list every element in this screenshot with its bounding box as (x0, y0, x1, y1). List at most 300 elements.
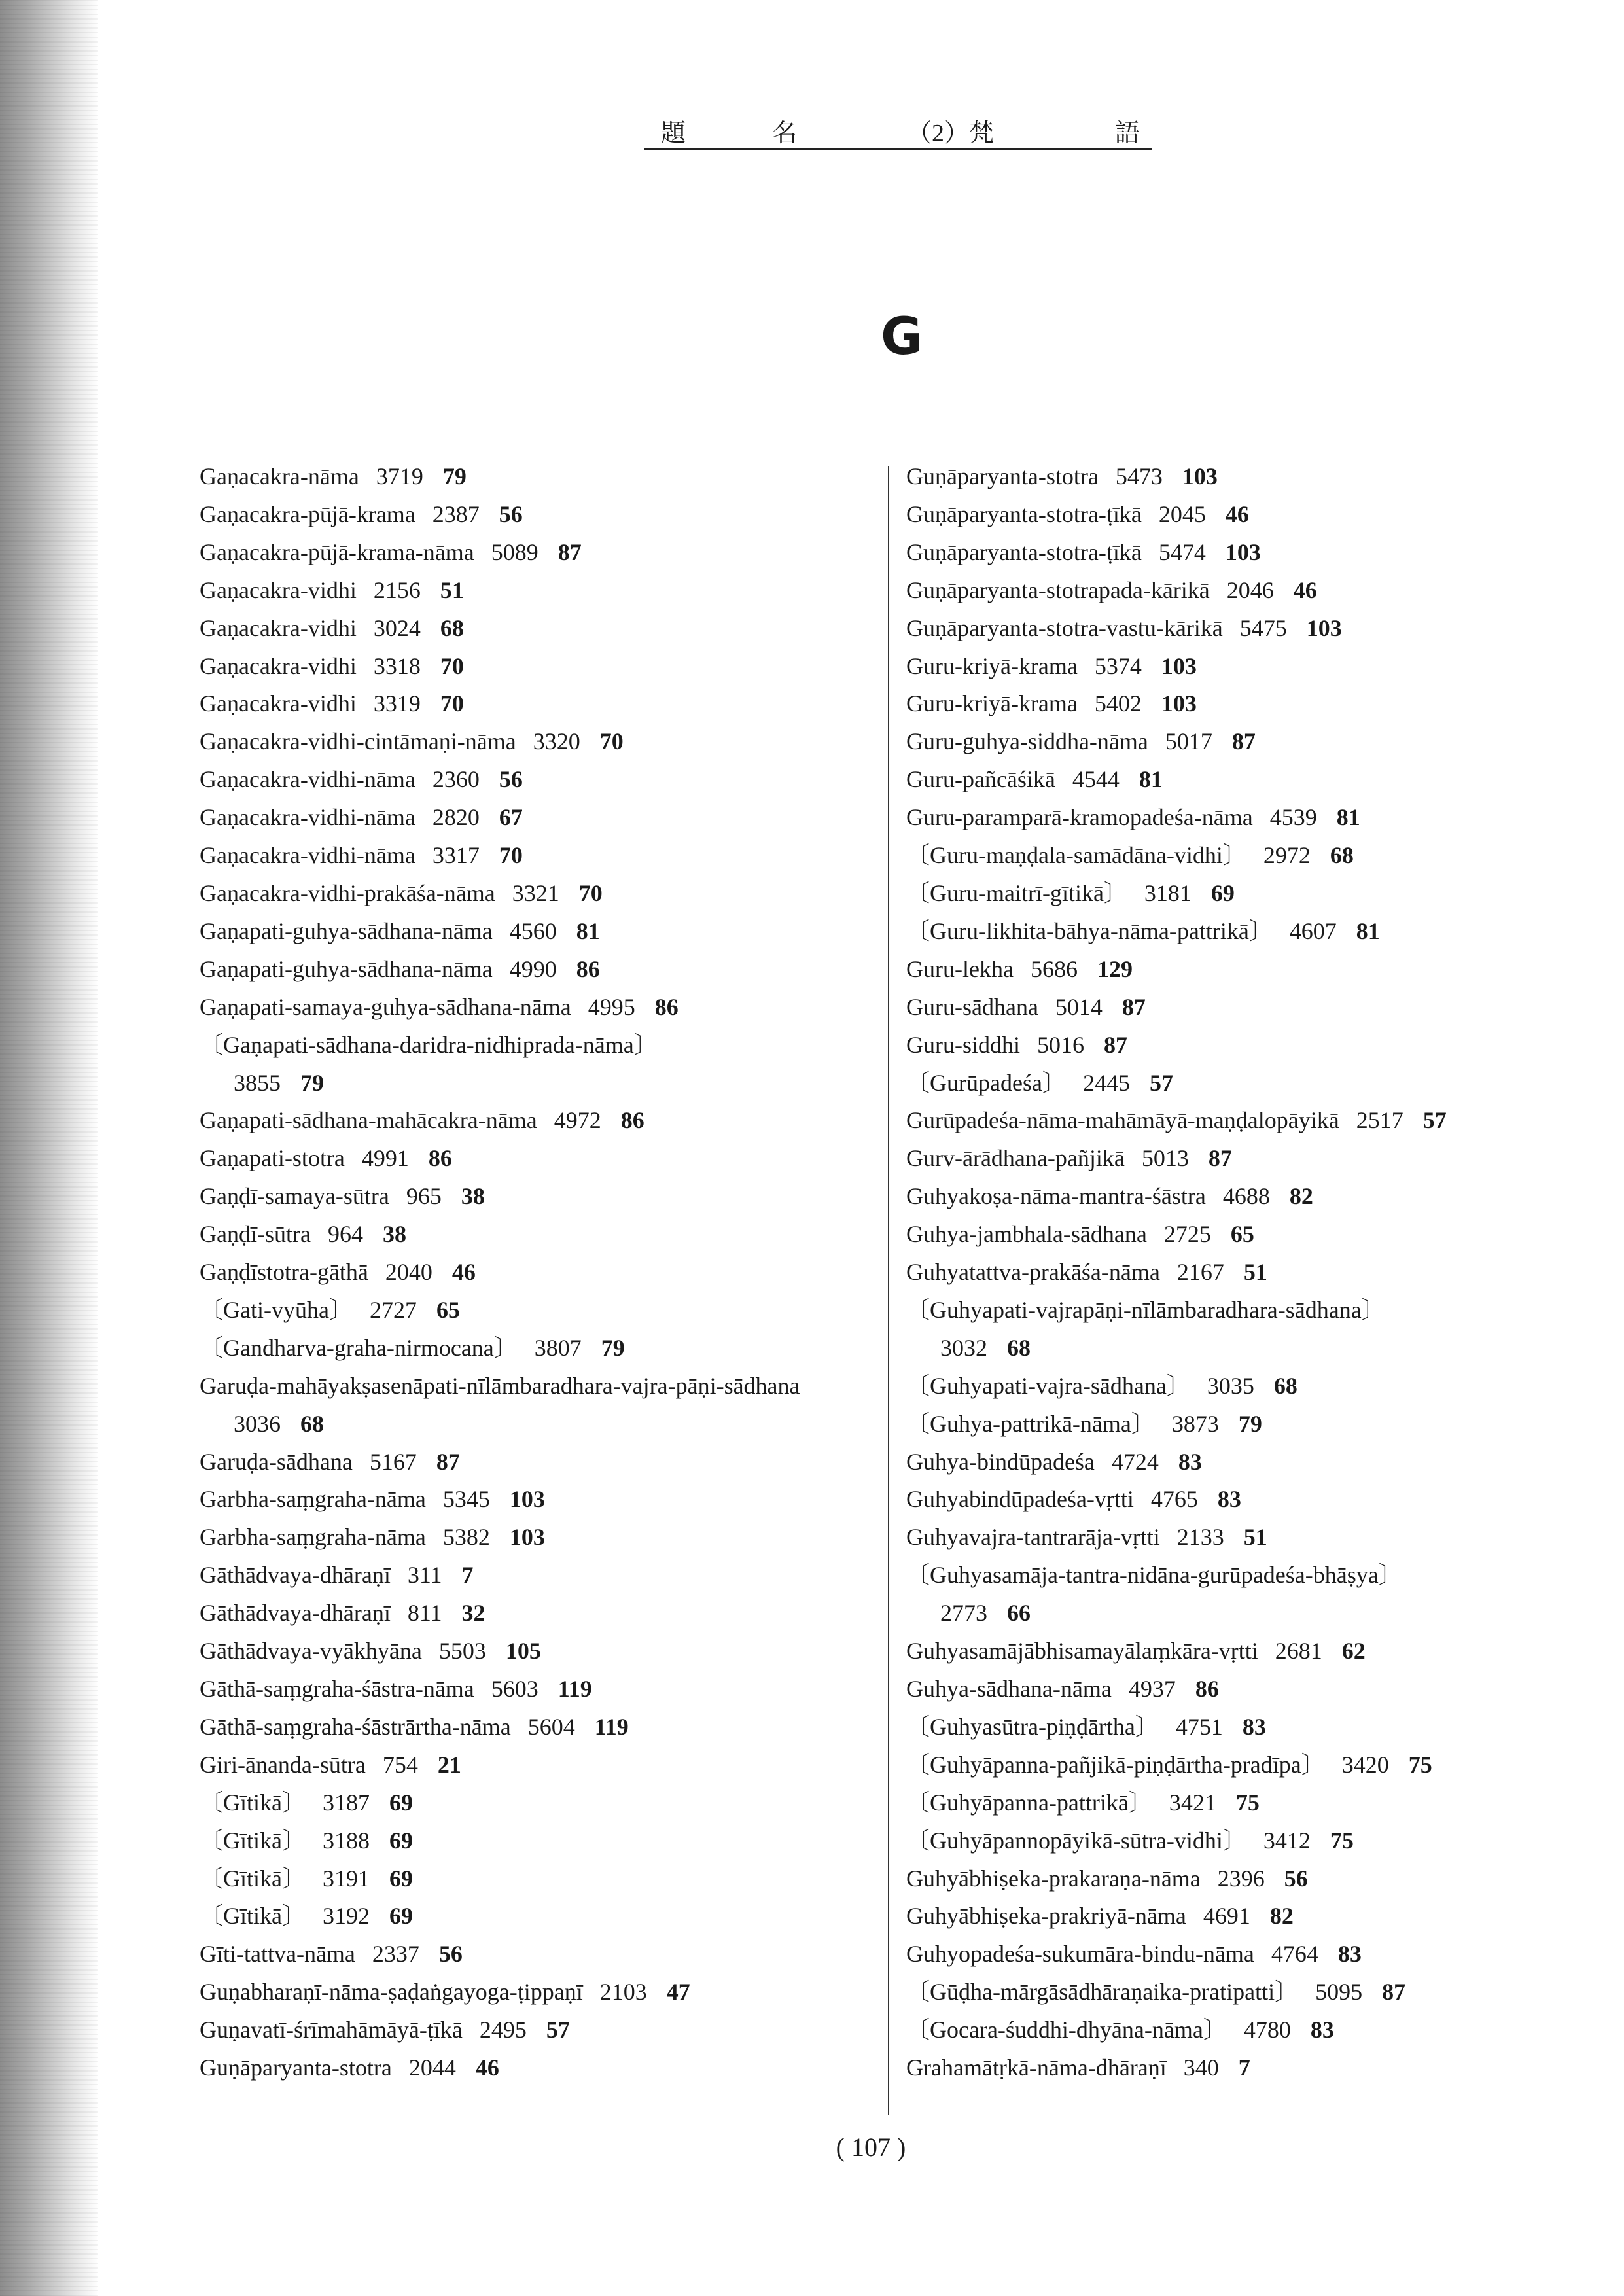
entry-page: 87 (1382, 1979, 1406, 2005)
entry-number: 2396 (1217, 1865, 1265, 1892)
entry-title: Gāthā-saṃgraha-śāstrārtha-nāma (200, 1713, 511, 1740)
entry-number: 5013 (1141, 1145, 1189, 1172)
entry-number: 5374 (1094, 652, 1142, 679)
entry-title: 〔Guru-likhita-bāhya-nāma-pattrikā〕 (906, 917, 1273, 944)
entry-title: Guru-sādhana (906, 993, 1038, 1020)
entry-title: Garuḍa-sādhana (200, 1448, 353, 1475)
entry-title: Gaṇacakra-vidhi (200, 652, 357, 679)
index-entry (200, 837, 854, 875)
entry-page: 87 (1121, 993, 1146, 1020)
index-entry (906, 1102, 1587, 1140)
entry-page: 70 (440, 690, 464, 717)
entry-number: 3320 (533, 728, 580, 755)
entry-page: 46 (1293, 576, 1317, 603)
running-header (644, 111, 1152, 150)
entry-page: 56 (1284, 1865, 1308, 1892)
entry-number: 4972 (554, 1107, 601, 1134)
entry-page: 68 (1273, 1372, 1297, 1399)
entry-page: 87 (1208, 1145, 1232, 1172)
index-entry (200, 1102, 854, 1140)
entry-title: Guṇāparyanta-stotra-ṭīkā (906, 501, 1142, 527)
entry-number: 2820 (432, 804, 480, 831)
entry-title: Guṇāparyanta-stotra-vastu-kārikā (906, 614, 1223, 641)
entry-page: 56 (499, 501, 523, 527)
entry-page: 81 (1356, 917, 1380, 944)
entry-page: 47 (666, 1979, 690, 2005)
entry-title: 〔Guhyapati-vajrapāṇi-nīlāmbaradhara-sādhana〕 (906, 1296, 1385, 1323)
index-entry (906, 648, 1587, 686)
entry-number: 3873 (1171, 1410, 1219, 1437)
entry-page: 87 (1231, 728, 1256, 755)
entry-title: Guhyasamājābhisamayālaṃkāra-vṛtti (906, 1638, 1258, 1665)
entry-number: 5473 (1115, 463, 1163, 489)
entry-title: Gaṇacakra-pūjā-krama (200, 501, 415, 527)
entry-page: 103 (1182, 463, 1218, 489)
index-entry (906, 2049, 1587, 2087)
entry-title: Gaṇapati-sādhana-mahācakra-nāma (200, 1107, 537, 1134)
index-entry (200, 1178, 854, 1216)
entry-page: 7 (461, 1562, 474, 1589)
entry-page: 81 (1139, 766, 1163, 793)
entry-number: 5089 (491, 539, 538, 565)
entry-number: 2045 (1158, 501, 1206, 527)
entry-page: 87 (557, 539, 582, 565)
entry-number: 4991 (361, 1145, 409, 1172)
entry-page: 83 (1217, 1486, 1241, 1513)
entry-page: 103 (1306, 614, 1342, 641)
entry-number: 5686 (1030, 955, 1078, 982)
entry-page: 86 (654, 993, 679, 1020)
entry-number: 5475 (1239, 614, 1287, 641)
entry-page: 51 (1243, 1259, 1267, 1286)
entry-number: 2337 (372, 1941, 419, 1968)
entry-page: 51 (440, 576, 464, 603)
entry-page: 105 (505, 1638, 541, 1665)
entry-title: 〔Gītikā〕 (200, 1865, 306, 1892)
entry-title: Guru-paramparā-kramopadeśa-nāma (906, 804, 1253, 831)
index-entry (906, 875, 1587, 913)
entry-number: 4691 (1203, 1903, 1250, 1930)
entry-page: 70 (440, 652, 464, 679)
entry-title: Gaṇḍī-sūtra (200, 1221, 311, 1248)
entry-number: 2773 (940, 1600, 987, 1627)
entry-page: 86 (620, 1107, 644, 1134)
entry-page: 67 (499, 804, 523, 831)
entry-page: 51 (1243, 1524, 1267, 1551)
index-entry (906, 1140, 1587, 1178)
entry-title: Guhya-jambhala-sādhana (906, 1221, 1147, 1248)
index-entry (906, 1860, 1587, 1898)
index-entry (200, 458, 854, 496)
entry-number: 964 (327, 1221, 363, 1248)
index-entry (906, 572, 1587, 610)
index-entry (200, 1330, 854, 1368)
entry-page: 103 (509, 1486, 545, 1513)
index-entry (200, 496, 854, 534)
entry-page: 65 (1230, 1221, 1254, 1248)
index-entry (200, 1708, 854, 1746)
entry-title: Gaṇacakra-pūjā-krama-nāma (200, 539, 474, 565)
entry-number: 2681 (1275, 1638, 1322, 1665)
entry-title: Gaṇapati-stotra (200, 1145, 345, 1172)
entry-title: Gaṇacakra-nāma (200, 463, 359, 489)
entry-number: 4688 (1222, 1183, 1270, 1210)
entry-number: 3321 (512, 879, 559, 906)
entry-page: 56 (438, 1941, 463, 1968)
entry-title: Gāthādvaya-dhāraṇī (200, 1600, 391, 1627)
index-entry (906, 913, 1587, 951)
entry-title: Garbha-saṃgraha-nāma (200, 1524, 426, 1551)
index-entry (906, 1216, 1587, 1254)
entry-title: 〔Guru-maitrī-gītikā〕 (906, 879, 1127, 906)
index-entry (906, 496, 1587, 534)
entry-number: 4544 (1072, 766, 1120, 793)
entry-page: 86 (428, 1145, 452, 1172)
entry-page: 7 (1238, 2055, 1250, 2081)
index-entry (200, 799, 854, 837)
entry-page: 69 (389, 1789, 413, 1816)
index-entry (906, 1292, 1587, 1368)
entry-number: 3192 (322, 1903, 370, 1930)
left-column (200, 458, 854, 2087)
entry-title: 〔Gītikā〕 (200, 1789, 306, 1816)
index-entry (906, 1557, 1587, 1633)
entry-page: 103 (1225, 539, 1261, 565)
index-entry (906, 458, 1587, 496)
entry-title: 〔Gandharva-graha-nirmocana〕 (200, 1334, 518, 1361)
entry-page: 86 (1195, 1676, 1219, 1702)
index-entry (906, 799, 1587, 837)
entry-title: Guhya-bindūpadeśa (906, 1448, 1095, 1475)
entry-page: 87 (1104, 1031, 1127, 1058)
entry-title: Gurv-ārādhana-pañjikā (906, 1145, 1125, 1172)
entry-number: 5016 (1037, 1031, 1084, 1058)
index-entry (200, 1557, 854, 1595)
entry-title: 〔Gurūpadeśa〕 (906, 1069, 1066, 1096)
entry-title: Gaṇacakra-vidhi-nāma (200, 842, 415, 869)
entry-page: 103 (509, 1524, 545, 1551)
entry-title: Gaṇapati-guhya-sādhana-nāma (200, 955, 493, 982)
index-entry (906, 1027, 1587, 1065)
entry-title: Guṇāparyanta-stotra-ṭīkā (906, 539, 1142, 565)
entry-page: 119 (594, 1713, 629, 1740)
entry-title: 〔Gati-vyūha〕 (200, 1296, 353, 1323)
entry-number: 4990 (509, 955, 557, 982)
entry-number: 2387 (432, 501, 480, 527)
entry-title: Guru-lekha (906, 955, 1014, 982)
entry-page: 70 (599, 728, 624, 755)
entry-number: 3319 (373, 690, 421, 717)
entry-number: 3412 (1263, 1827, 1311, 1854)
entry-title: Gaṇacakra-vidhi-cintāmaṇi-nāma (200, 728, 516, 755)
index-entry (200, 1140, 854, 1178)
index-entry (906, 1178, 1587, 1216)
entry-title: Guru-kriyā-krama (906, 690, 1078, 717)
index-entry (200, 2011, 854, 2049)
entry-title: 〔Guru-maṇḍala-samādāna-vidhi〕 (906, 842, 1246, 869)
entry-page: 79 (1238, 1410, 1262, 1437)
entry-title: Gaṇacakra-vidhi-nāma (200, 804, 415, 831)
index-entry (906, 761, 1587, 799)
entry-number: 2495 (479, 2017, 527, 2043)
index-entry (200, 534, 854, 572)
entry-title: 〔Gītikā〕 (200, 1827, 306, 1854)
entry-number: 754 (382, 1751, 418, 1778)
entry-number: 4780 (1243, 2017, 1291, 2043)
entry-page: 68 (300, 1410, 324, 1437)
entry-number: 2133 (1176, 1524, 1224, 1551)
index-entry (906, 1443, 1587, 1481)
index-entry (906, 685, 1587, 723)
entry-page: 46 (451, 1259, 476, 1286)
entry-title: Gāthādvaya-dhāraṇī (200, 1562, 391, 1589)
index-entry (906, 989, 1587, 1027)
entry-title: 〔Guhyāpannopāyikā-sūtra-vidhi〕 (906, 1827, 1246, 1854)
entry-number: 5603 (491, 1676, 538, 1702)
entry-number: 311 (407, 1562, 442, 1589)
index-entry (906, 837, 1587, 875)
entry-title: Guṇāparyanta-stotra (200, 2055, 392, 2081)
entry-number: 2445 (1082, 1069, 1130, 1096)
entry-title: Gaṇacakra-vidhi (200, 614, 357, 641)
header-part-3: （2）梵 (907, 120, 995, 147)
index-entry (906, 1368, 1587, 1405)
entry-number: 4560 (509, 917, 557, 944)
index-entry (200, 2049, 854, 2087)
index-entry (200, 1254, 854, 1292)
entry-title: Guhyābhiṣeka-prakaraṇa-nāma (906, 1865, 1201, 1892)
entry-title: Gaṇacakra-vidhi-nāma (200, 766, 415, 793)
index-entry (906, 1822, 1587, 1860)
entry-title: 〔Guhyāpanna-pattrikā〕 (906, 1789, 1152, 1816)
entry-title: Guhyatattva-prakāśa-nāma (906, 1259, 1160, 1286)
entry-title: Guṇavatī-śrīmahāmāyā-ṭīkā (200, 2017, 463, 2043)
entry-title: 〔Gocara-śuddhi-dhyāna-nāma〕 (906, 2017, 1227, 2043)
page-number: ( 107 ) (836, 2132, 906, 2162)
entry-page: 79 (442, 463, 467, 489)
entry-number: 3032 (940, 1334, 987, 1361)
index-entry (906, 1935, 1587, 1973)
entry-number: 3421 (1169, 1789, 1216, 1816)
entry-title: 〔Guhyapati-vajra-sādhana〕 (906, 1372, 1190, 1399)
entry-title: 〔Guhya-pattrikā-nāma〕 (906, 1410, 1155, 1437)
entry-title: Guhyavajra-tantrarāja-vṛtti (906, 1524, 1160, 1551)
entry-page: 56 (499, 766, 523, 793)
scan-edge-shadow (0, 0, 98, 2296)
index-entry (906, 1065, 1587, 1103)
entry-number: 3318 (373, 652, 421, 679)
entry-title: Guhya-sādhana-nāma (906, 1676, 1112, 1702)
index-entry (906, 1784, 1587, 1822)
index-entry (906, 1670, 1587, 1708)
entry-page: 38 (382, 1221, 406, 1248)
index-entry (906, 1254, 1587, 1292)
entry-number: 2167 (1176, 1259, 1224, 1286)
entry-number: 4607 (1289, 917, 1337, 944)
header-part-4: 語 (1115, 120, 1140, 147)
entry-page: 70 (499, 842, 523, 869)
entry-number: 3719 (376, 463, 423, 489)
entry-page: 57 (1422, 1107, 1447, 1134)
entry-number: 5095 (1315, 1979, 1363, 2005)
index-entry (200, 610, 854, 648)
entry-page: 83 (1178, 1448, 1202, 1475)
entry-page: 38 (461, 1183, 485, 1210)
entry-page: 75 (1330, 1827, 1354, 1854)
index-entry (200, 1746, 854, 1784)
entry-title: Guru-siddhi (906, 1031, 1020, 1058)
entry-number: 4539 (1269, 804, 1317, 831)
entry-title: Gaṇḍī-samaya-sūtra (200, 1183, 389, 1210)
entry-number: 5604 (527, 1713, 575, 1740)
index-entry (200, 648, 854, 686)
entry-number: 965 (406, 1183, 442, 1210)
header-part-1: 題 (661, 120, 686, 147)
entry-number: 4751 (1175, 1713, 1223, 1740)
entry-number: 2044 (408, 2055, 456, 2081)
entry-title: 〔Guhyasamāja-tantra-nidāna-gurūpadeśa-bhāṣya〕 (906, 1562, 1402, 1589)
entry-number: 3191 (322, 1865, 370, 1892)
entry-title: Giri-ānanda-sūtra (200, 1751, 366, 1778)
entry-page: 69 (389, 1903, 413, 1930)
entry-number: 3855 (234, 1069, 281, 1096)
index-entry (906, 2011, 1587, 2049)
entry-page: 75 (1408, 1751, 1432, 1778)
entry-number: 3036 (234, 1410, 281, 1437)
index-entry (200, 1822, 854, 1860)
index-entry (906, 1405, 1587, 1443)
entry-page: 46 (1225, 501, 1249, 527)
entry-page: 82 (1289, 1183, 1313, 1210)
index-entry (200, 1481, 854, 1519)
index-entry (200, 1898, 854, 1935)
entry-page: 57 (546, 2017, 570, 2043)
entry-number: 2156 (373, 576, 421, 603)
entry-page: 69 (389, 1865, 413, 1892)
entry-page: 21 (437, 1751, 461, 1778)
index-entry (200, 1216, 854, 1254)
entry-title: Guhyakoṣa-nāma-mantra-śāstra (906, 1183, 1206, 1210)
index-entry (906, 610, 1587, 648)
entry-page: 83 (1310, 2017, 1334, 2043)
entry-page: 82 (1269, 1903, 1294, 1930)
entry-title: Guhyabindūpadeśa-vṛtti (906, 1486, 1134, 1513)
index-entry (906, 1519, 1587, 1557)
entry-title: Garbha-saṃgraha-nāma (200, 1486, 426, 1513)
index-entry (200, 685, 854, 723)
entry-page: 83 (1337, 1941, 1362, 1968)
entry-number: 5382 (442, 1524, 490, 1551)
entry-page: 75 (1235, 1789, 1260, 1816)
entry-title: Gaṇacakra-vidhi (200, 576, 357, 603)
entry-number: 2725 (1163, 1221, 1211, 1248)
index-entry (906, 1481, 1587, 1519)
index-entry (906, 1898, 1587, 1935)
entry-title: Gāthā-saṃgraha-śāstra-nāma (200, 1676, 474, 1702)
entry-title: Gurūpadeśa-nāma-mahāmāyā-maṇḍalopāyikā (906, 1107, 1339, 1134)
entry-number: 3035 (1207, 1372, 1254, 1399)
index-entry (200, 1595, 854, 1633)
header-part-2: 名 (772, 120, 798, 147)
entry-title: Guṇabharaṇī-nāma-ṣaḍaṅgayoga-ṭippaṇī (200, 1979, 583, 2005)
entry-page: 46 (475, 2055, 499, 2081)
entry-title: 〔Gūḍha-mārgāsādhāraṇaika-pratipatti〕 (906, 1979, 1299, 2005)
index-entry (200, 572, 854, 610)
entry-page: 69 (389, 1827, 413, 1854)
right-column (906, 458, 1587, 2087)
entry-title: 〔Gaṇapati-sādhana-daridra-nidhiprada-nāma〕 (200, 1031, 658, 1058)
entry-number: 4724 (1111, 1448, 1159, 1475)
index-entry (200, 1368, 854, 1443)
entry-title: Garuḍa-mahāyakṣasenāpati-nīlāmbaradhara-vajra-pāṇi-sādhana (200, 1372, 800, 1399)
entry-page: 79 (300, 1069, 324, 1096)
entry-title: Gaṇapati-samaya-guhya-sādhana-nāma (200, 993, 571, 1020)
entry-number: 2727 (369, 1296, 417, 1323)
index-entry (200, 723, 854, 761)
entry-number: 5402 (1094, 690, 1142, 717)
entry-title: Guhyābhiṣeka-prakriyā-nāma (906, 1903, 1186, 1930)
entry-title: Guru-kriyā-krama (906, 652, 1078, 679)
entry-title: Guhyopadeśa-sukumāra-bindu-nāma (906, 1941, 1254, 1968)
entry-title: 〔Guhyāpanna-pañjikā-piṇḍārtha-pradīpa〕 (906, 1751, 1325, 1778)
entry-page: 86 (576, 955, 600, 982)
entry-title: Guru-pañcāśikā (906, 766, 1055, 793)
entry-page: 68 (1007, 1334, 1031, 1361)
index-entry (200, 1027, 854, 1103)
entry-title: Gaṇacakra-vidhi (200, 690, 357, 717)
entry-page: 79 (601, 1334, 625, 1361)
entry-number: 5014 (1055, 993, 1103, 1020)
entry-number: 3420 (1341, 1751, 1389, 1778)
entry-number: 3187 (322, 1789, 370, 1816)
entry-title: Guṇāparyanta-stotrapada-kārikā (906, 576, 1210, 603)
index-entry (200, 1670, 854, 1708)
entry-number: 4937 (1128, 1676, 1176, 1702)
entry-number: 3181 (1144, 879, 1192, 906)
entry-page: 103 (1161, 652, 1197, 679)
entry-number: 3188 (322, 1827, 370, 1854)
entry-page: 70 (578, 879, 603, 906)
index-entry (200, 1443, 854, 1481)
entry-page: 57 (1149, 1069, 1173, 1096)
entry-title: Gīti-tattva-nāma (200, 1941, 355, 1968)
entry-page: 66 (1007, 1600, 1031, 1627)
entry-number: 3807 (534, 1334, 582, 1361)
entry-number: 5345 (442, 1486, 490, 1513)
entry-number: 2972 (1263, 842, 1311, 869)
entry-number: 811 (407, 1600, 442, 1627)
entry-title: 〔Guhyasūtra-piṇḍārtha〕 (906, 1713, 1159, 1740)
entry-page: 65 (436, 1296, 460, 1323)
entry-title: Guru-guhya-siddha-nāma (906, 728, 1148, 755)
index-entry (200, 1935, 854, 1973)
entry-number: 5474 (1158, 539, 1206, 565)
entry-title: Guṇāparyanta-stotra (906, 463, 1099, 489)
section-letter: G (880, 308, 923, 366)
entry-number: 4764 (1271, 1941, 1318, 1968)
index-entry (200, 1633, 854, 1670)
entry-number: 340 (1183, 2055, 1219, 2081)
index-entry (906, 1633, 1587, 1670)
index-entry (200, 1519, 854, 1557)
entry-page: 87 (436, 1448, 460, 1475)
entry-number: 2040 (385, 1259, 432, 1286)
index-entry (906, 951, 1587, 989)
entry-page: 129 (1097, 955, 1133, 982)
entry-page: 81 (1336, 804, 1360, 831)
entry-number: 2360 (432, 766, 480, 793)
index-entry (200, 989, 854, 1027)
